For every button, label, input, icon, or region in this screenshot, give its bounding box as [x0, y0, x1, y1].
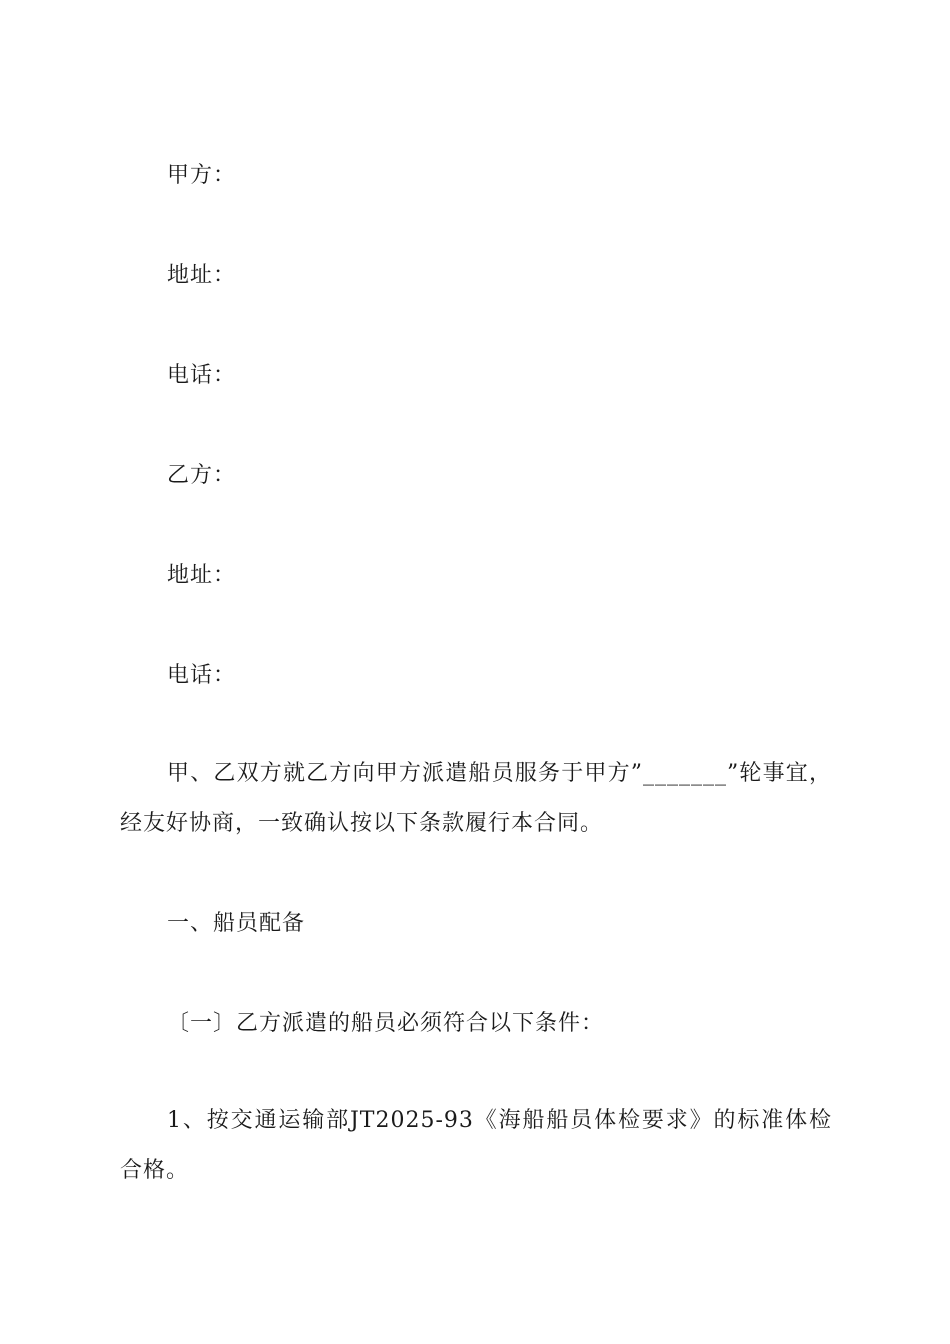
item-1-paragraph: 1、按交通运输部JT2025-93《海船船员体检要求》的标准体检合格。	[120, 1108, 832, 1183]
subsection-1-heading: 〔一〕乙方派遣的船员必须符合以下条件：	[167, 1011, 605, 1036]
party-a-address-label: 地址：	[167, 263, 237, 288]
party-a-phone-label: 电话：	[167, 363, 237, 388]
section-1-heading: 一、船员配备	[167, 911, 306, 936]
party-a-label: 甲方：	[167, 163, 237, 188]
intro-paragraph: 甲、乙双方就乙方向甲方派遣船员服务于甲方”_______”轮事宜，经友好协商，一致确认按以下条款履行本合同。	[120, 761, 832, 836]
party-b-address-label: 地址：	[167, 563, 237, 588]
party-b-phone-label: 电话：	[167, 663, 237, 688]
party-b-label: 乙方：	[167, 463, 237, 488]
